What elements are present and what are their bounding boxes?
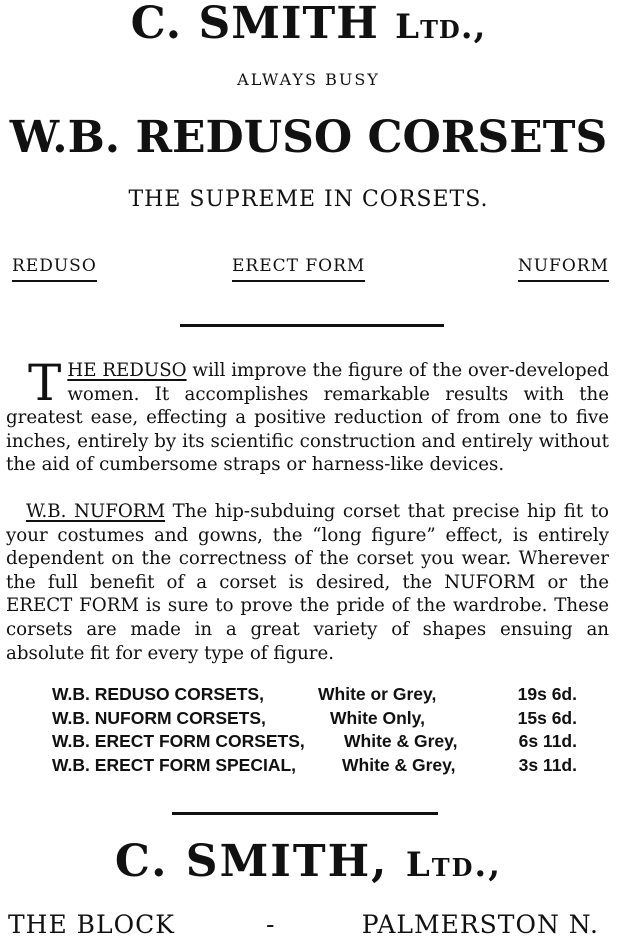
paragraph-reduso: [6, 354, 609, 477]
price-item-colour: White & Grey,: [344, 731, 458, 751]
price-list: [52, 684, 577, 778]
price-item-name: W.B. ERECT FORM CORSETS,: [52, 731, 305, 751]
price-item-colour: White or Grey,: [318, 684, 437, 704]
address-right: PALMERSTON N.: [361, 910, 599, 939]
price-item-name: W.B. NUFORM CORSETS,: [52, 707, 266, 728]
firm-suffix-text: Ltd.,: [395, 7, 487, 47]
drop-cap: T: [28, 354, 62, 412]
firm-name-text: C. SMITH,: [114, 836, 389, 887]
price-item-price: 19s 6d.: [517, 684, 577, 704]
price-item-price: 3s 11d.: [518, 754, 577, 775]
price-item-colour: White & Grey,: [342, 754, 456, 775]
price-row: [52, 755, 577, 779]
firm-suffix-text: Ltd.,: [405, 845, 503, 885]
paragraph-lead: HE REDUSO: [67, 360, 187, 381]
firm-name-text: C. SMITH: [130, 0, 379, 49]
price-item-price: 6s 11d.: [518, 731, 577, 751]
brand-erect-form: ERECT FORM: [232, 256, 365, 282]
subheadline: THE SUPREME IN CORSETS.: [128, 187, 489, 212]
price-item-price: 15s 6d.: [517, 707, 577, 728]
paragraph-body: The hip-subduing corset that precise hip fit to your costumes and gowns, the “long figure” effect, is entirely dependent on the correctness of the corset you wear. Wherever the full benefit of a corset is desired, the NUFORM or the ERECT FORM is sure to prove the pride of the wardrobe. These corsets are made in a great variety of shapes ensuing an absolute fit for every type of figure.: [6, 501, 609, 664]
brand-reduso: REDUSO: [12, 256, 97, 282]
firm-name-bottom: [0, 838, 617, 889]
divider-rule-bottom: [172, 812, 438, 815]
price-item-name: W.B. REDUSO CORSETS,: [52, 684, 264, 704]
brand-nuform: NUFORM: [518, 256, 609, 282]
address-left: THE BLOCK: [8, 910, 175, 939]
divider-rule-top: [180, 324, 444, 327]
address-row: [8, 910, 599, 942]
paragraph-lead: W.B. NUFORM: [26, 501, 166, 522]
paragraph-nuform: [6, 500, 609, 665]
paragraph-body: will improve the figure of the over-developed women. It accomplishes remarkable results with the greatest ease, effecting a positive reduction of from one to five inches, entirely by its scientific construction and entirely without the aid of cumbersome straps or harness-like devices.: [6, 360, 609, 476]
price-row: [52, 684, 577, 708]
headline: W.B. REDUSO CORSETS: [9, 112, 608, 163]
tagline: ALWAYS BUSY: [237, 70, 380, 89]
price-row: [52, 708, 577, 732]
price-row: [52, 731, 577, 755]
price-item-name: W.B. ERECT FORM SPECIAL,: [52, 754, 297, 775]
address-separator: -: [266, 910, 276, 939]
price-item-colour: White Only,: [330, 707, 425, 728]
firm-name-top: [0, 0, 617, 51]
brand-row: [12, 256, 609, 286]
